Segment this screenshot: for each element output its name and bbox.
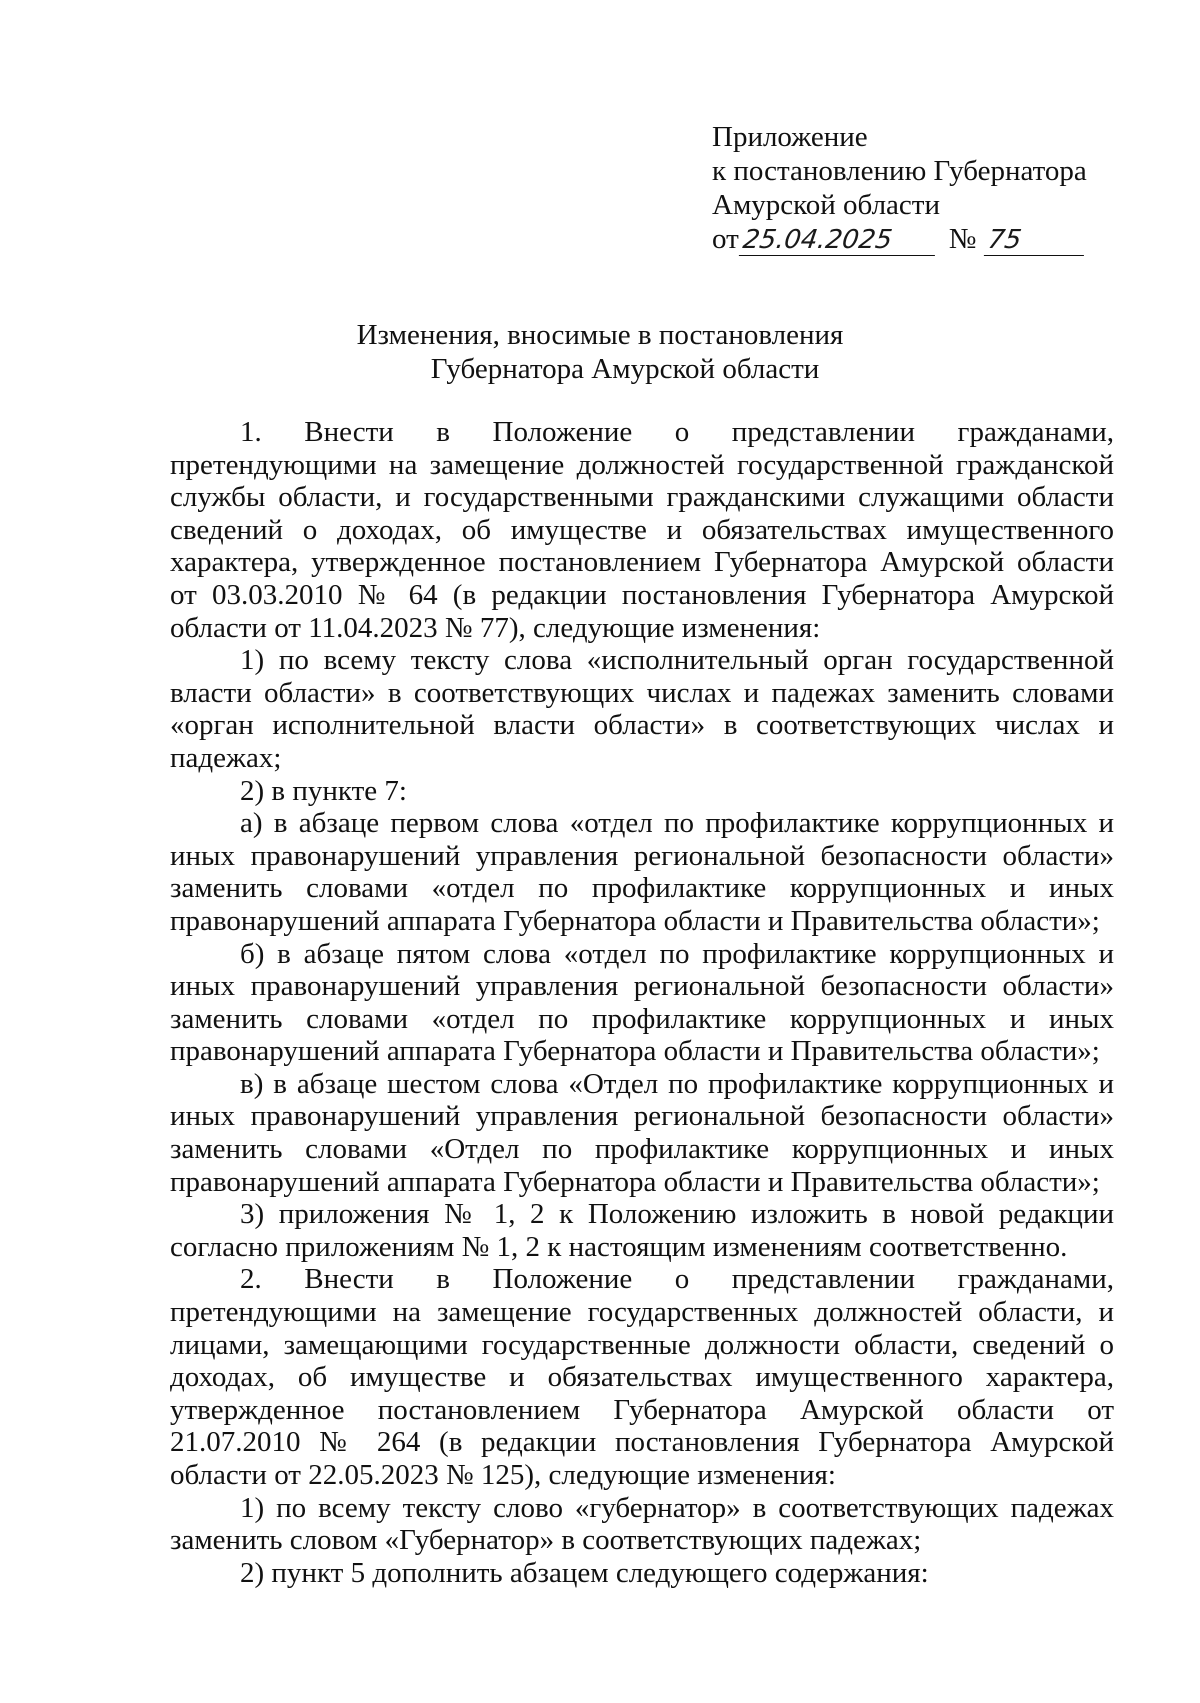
appendix-date-number-row [712, 222, 1087, 256]
appendix-line-3: Амурской области [712, 189, 940, 221]
document-body [170, 416, 1114, 1589]
number-sign: № [948, 223, 977, 255]
paragraph: 3) приложения № 1, 2 к Положению изложить в новой редакции согласно приложениям № 1, 2 к настоящим изменениям соответственно. [170, 1198, 1114, 1263]
paragraph: 1) по всему тексту слова «исполнительный орган государственной власти области» в соответствующих числах и падежах заменить словами «орган исполнительной власти области» в соответствующих числах и падежах; [170, 644, 1114, 774]
paragraph: 1. Внести в Положение о представлении гражданами, претендующими на замещение должностей государственной гражданской службы области, и государственными гражданскими служащими области сведений о доходах, об имуществе и обязательствах имущественного характера, утвержденное постановлением Губернатора Амурской области от 03.03.2010 № 64 (в редакции постановления Губернатора Амурской области от 11.04.2023 № 77), следующие изменения: [170, 416, 1114, 644]
appendix-line-2: к постановлению Губернатора [712, 155, 1087, 187]
paragraph: 2) в пункте 7: [240, 774, 407, 807]
date-prefix: от [712, 223, 739, 255]
paragraph: 2. Внести в Положение о представлении гражданами, претендующими на замещение государственных должностей области, и лицами, замещающими государственные должности области, сведений о доходах, об имуществе и обязательствах имущественного характера, утвержденное постановлением Губернатора Амурской области от 21.07.2010 № 264 (в редакции постановления Губернатора Амурской области от 22.05.2023 № 125), следующие изменения: [170, 1263, 1114, 1491]
paragraph: б) в абзаце пятом слова «отдел по профилактике коррупционных и иных правонарушений управления региональной безопасности области» заменить словами «отдел по профилактике коррупционных и иных правонарушений аппарата Губернатора области и Правительства области»; [170, 937, 1114, 1068]
title-line-1: Изменения, вносимые в постановления [356, 319, 844, 351]
paragraph: 1) по всему тексту слово «губернатор» в соответствующих падежах заменить словом «Губернатор» в соответствующих падежах; [170, 1491, 1114, 1557]
title-line-2: Губернатора Амурской области [430, 353, 820, 385]
paragraph: 2) пункт 5 дополнить абзацем следующего содержания: [240, 1556, 929, 1589]
handwritten-date: 25.04.2025 [739, 225, 939, 256]
handwritten-number: 75 [984, 225, 1088, 256]
paragraph: в) в абзаце шестом слова «Отдел по профилактике коррупционных и иных правонарушений управления региональной безопасности области» заменить словами «Отдел по профилактике коррупционных и иных правонарушений аппарата Губернатора области и Правительства области»; [170, 1067, 1114, 1198]
appendix-header [712, 120, 1087, 256]
document-title [0, 318, 1200, 386]
appendix-line-1: Приложение [712, 121, 868, 153]
paragraph: а) в абзаце первом слова «отдел по профилактике коррупционных и иных правонарушений управления региональной безопасности области» заменить словами «отдел по профилактике коррупционных и иных правонарушений аппарата Губернатора области и Правительства области»; [170, 807, 1114, 937]
